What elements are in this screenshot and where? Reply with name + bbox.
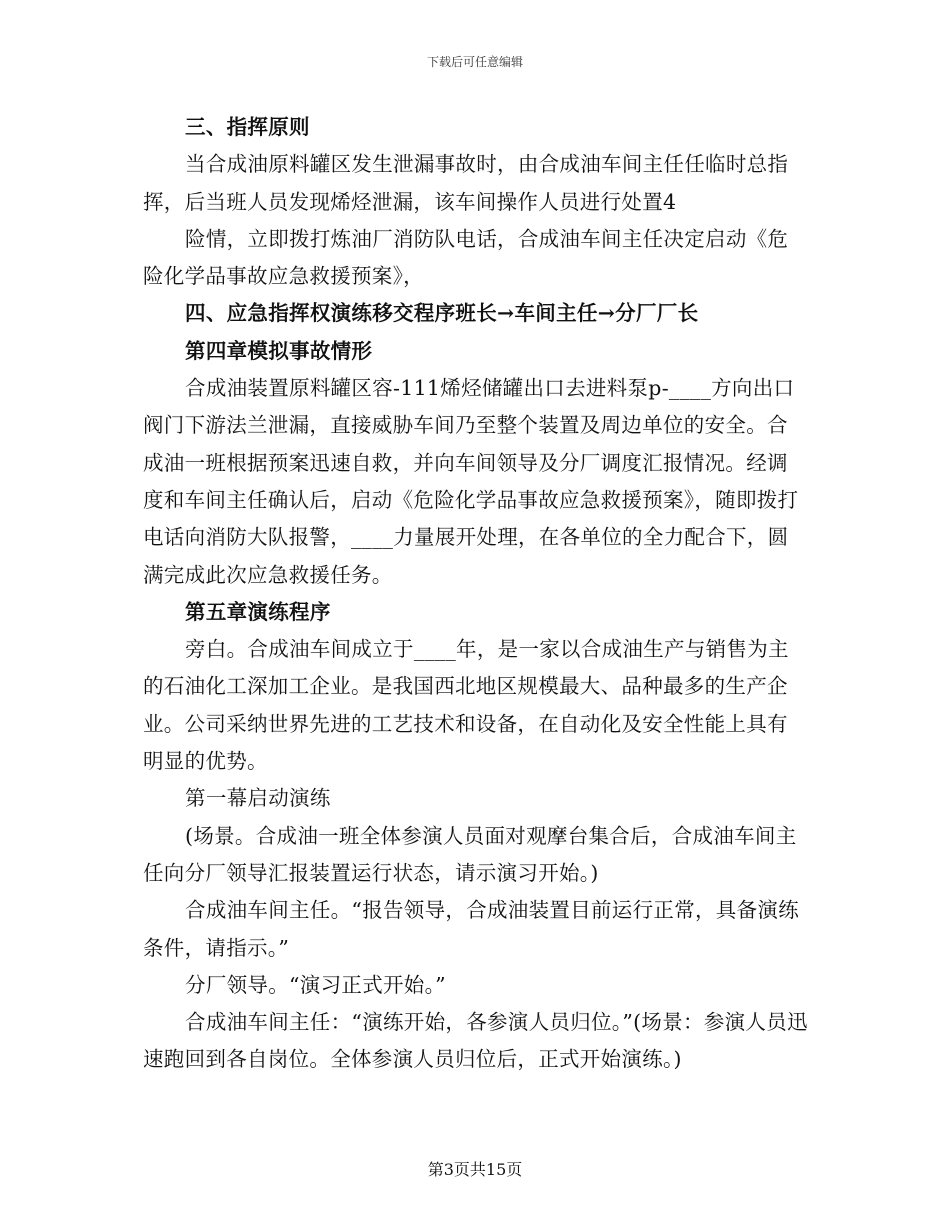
page-footer: 第3页共15页 [427, 1160, 523, 1179]
page-header: 下载后可任意编辑 [426, 55, 523, 69]
paragraph-dialogue-3: 合成油车间主任：“演练开始，各参演人员归位。”(场景：参演人员迅速跑回到各自岗位。全体参演人员归位后，正式开始演练。) [143, 1010, 808, 1072]
paragraph-narration: 旁白。合成油车间成立于____年，是一家以合成油生产与销售为主的石油化工深加工企业。是我国西北地区规模最大、品种最多的生产企业。公司采纳世界先进的工艺技术和设备，在自动化及安全性能上具有明显的优势。 [143, 637, 789, 774]
heading-chapter-5: 第五章演练程序 [185, 599, 331, 624]
heading-act-1: 第一幕启动演练 [185, 786, 331, 811]
paragraph-command-1: 当合成油原料罐区发生泄漏事故时，由合成油车间主任任临时总指挥，后当班人员发现烯烃泄漏，该车间操作人员进行处置4 [143, 152, 789, 214]
paragraph-command-2: 险情，立即拨打炼油厂消防队电话，合成油车间主任决定启动《危险化学品事故应急救援预案》， [143, 226, 789, 289]
paragraph-accident-scenario: 合成油装置原料罐区容-111烯烃储罐出口去进料泵p-____方向出口阀门下游法兰泄漏，直接威胁车间乃至整个装置及周边单位的安全。合成油一班根据预案迅速自救，并向车间领导及分厂调度汇报情况。经调度和车间主任确认后，启动《危险化学品事故应急救援预案》，随即拨打电话向消防大队报警，____力量展开处理，在各单位的全力配合下，圆满完成此次应急救援任务。 [143, 376, 799, 587]
heading-command-principle: 三、指挥原则 [185, 115, 310, 139]
paragraph-dialogue-2: 分厂领导。“演习正式开始。” [185, 972, 446, 997]
document-body [143, 109, 808, 1079]
heading-chapter-4: 第四章模拟事故情形 [185, 338, 373, 363]
paragraph-dialogue-1: 合成油车间主任。“报告领导，合成油装置目前运行正常，具备演练条件，请指示。” [143, 898, 799, 960]
heading-command-transfer: 四、应急指挥权演练移交程序班长→车间主任→分厂厂长 [185, 301, 699, 326]
paragraph-scene-1: (场景。合成油一班全体参演人员面对观摩台集合后，合成油车间主任向分厂领导汇报装置运行状态，请示演习开始。) [143, 823, 797, 885]
